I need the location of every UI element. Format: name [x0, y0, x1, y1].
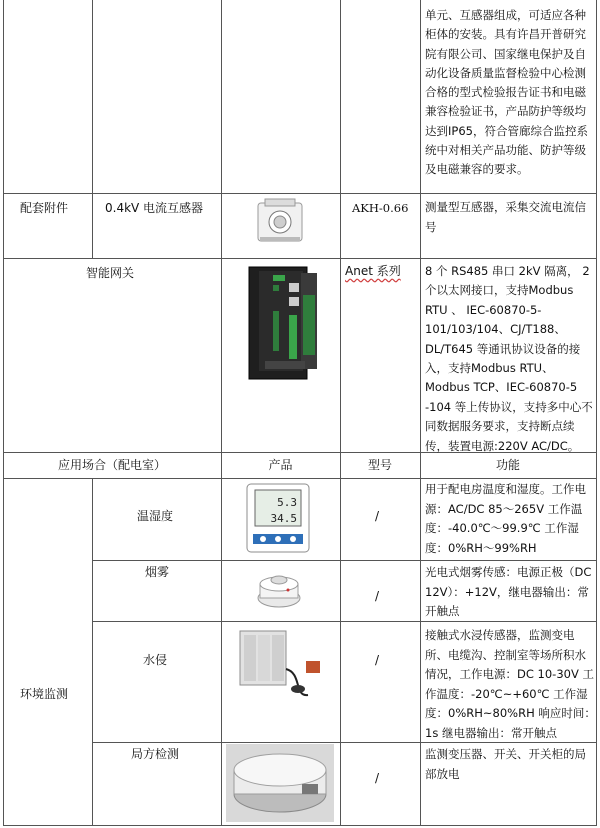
gateway-name: 智能网关 [86, 266, 135, 280]
grid-line [92, 0, 93, 258]
env-row-model: / [375, 653, 380, 667]
gateway-model: Anet 系列 [345, 264, 401, 278]
grid-line [221, 0, 222, 826]
function-text: 光电式烟雾传感：电源正极（DC 12V）：+12V，继电器输出：常开触点 [425, 565, 592, 618]
grid-line [3, 258, 597, 259]
env-row-name: 水侵 [143, 653, 168, 667]
env-row-model: / [375, 771, 380, 785]
env-category: 环境监测 [20, 687, 69, 701]
grid-line [420, 0, 421, 826]
header-scene: 应用场合（配电室） [57, 458, 166, 472]
water-sensor-image [236, 625, 332, 709]
env-row-model: / [375, 589, 380, 603]
function-text: 用于配电房温度和湿度。工作电源：AC/DC 85～265V 工作温度：-40.0℃～99.9℃ 工作湿度：0%RH～99%RH [425, 482, 586, 555]
function-text: 单元、互感器组成，可适应各种柜体的安装。具有许昌开普研究院有限公司、国家继电保护及自动化设备质量监督检验中心检测合格的型式检验报告证书和电磁兼容检验证书，产品防护等级均达到IP65，符合管廊综合监控系统中对相关产品功能、防护等级及电磁兼容的要求。 [425, 8, 588, 177]
gateway-image [245, 265, 323, 387]
header-model: 型号 [367, 458, 392, 472]
env-row-function [425, 626, 597, 743]
grid-line [92, 478, 93, 826]
grid-line [340, 0, 341, 826]
smoke-detector-image [256, 568, 302, 616]
grid-line [92, 560, 597, 561]
accessory-product-name: 0.4kV 电流互感器 [105, 201, 204, 215]
function-text: 监测变压器、开关、开关柜的局部放电 [425, 747, 586, 781]
accessory-function [425, 198, 595, 237]
screen-top-value: 5.3 [277, 496, 297, 509]
thermo-hygrometer-image [245, 482, 311, 558]
header-product: 产品 [268, 458, 293, 472]
gateway-function [425, 262, 597, 456]
grid-line [3, 193, 597, 194]
accessory-category: 配套附件 [20, 201, 69, 215]
grid-line [3, 0, 4, 826]
env-row-name: 烟雾 [145, 565, 170, 579]
function-text: 8 个 RS485 串口 2kV 隔离， 2个以太网接口，支持Modbus RTU 、 IEC-60870-5-101/103/104、CJ/T188、DL/T645 等通讯协议设备的接入，支持Modbus RTU、Modbus TCP、IEC-60870-5 -104 等上传协议，支持多中心不同数据服务要求，支持断点续传，装置电源:220V AC/DC。 [425, 264, 593, 453]
function-text: 测量型互感器，采集交流电流信号 [425, 200, 586, 234]
env-row-name: 温湿度 [137, 509, 174, 523]
function-text: 接触式水浸传感器，监测变电所、电缆沟、控制室等场所积水情况，工作电源：DC 10-30V 工作温度：-20℃~+60℃ 工作湿度：0%RH~80%RH 响应时间：1s 继电器输出：常开触点 [425, 628, 596, 740]
header-function: 功能 [495, 458, 520, 472]
env-row-name: 局方检测 [131, 747, 180, 761]
continuation-function [425, 6, 597, 180]
screen-bottom-value: 34.5 [270, 512, 297, 525]
env-row-model: / [375, 509, 380, 523]
env-row-function [425, 480, 597, 558]
env-row-function [425, 745, 597, 784]
accessory-model: AKH-0.66 [352, 201, 409, 215]
partial-discharge-sensor-image [226, 744, 334, 826]
env-row-function [425, 563, 597, 622]
current-transformer-image [255, 197, 305, 249]
grid-line [3, 478, 597, 479]
